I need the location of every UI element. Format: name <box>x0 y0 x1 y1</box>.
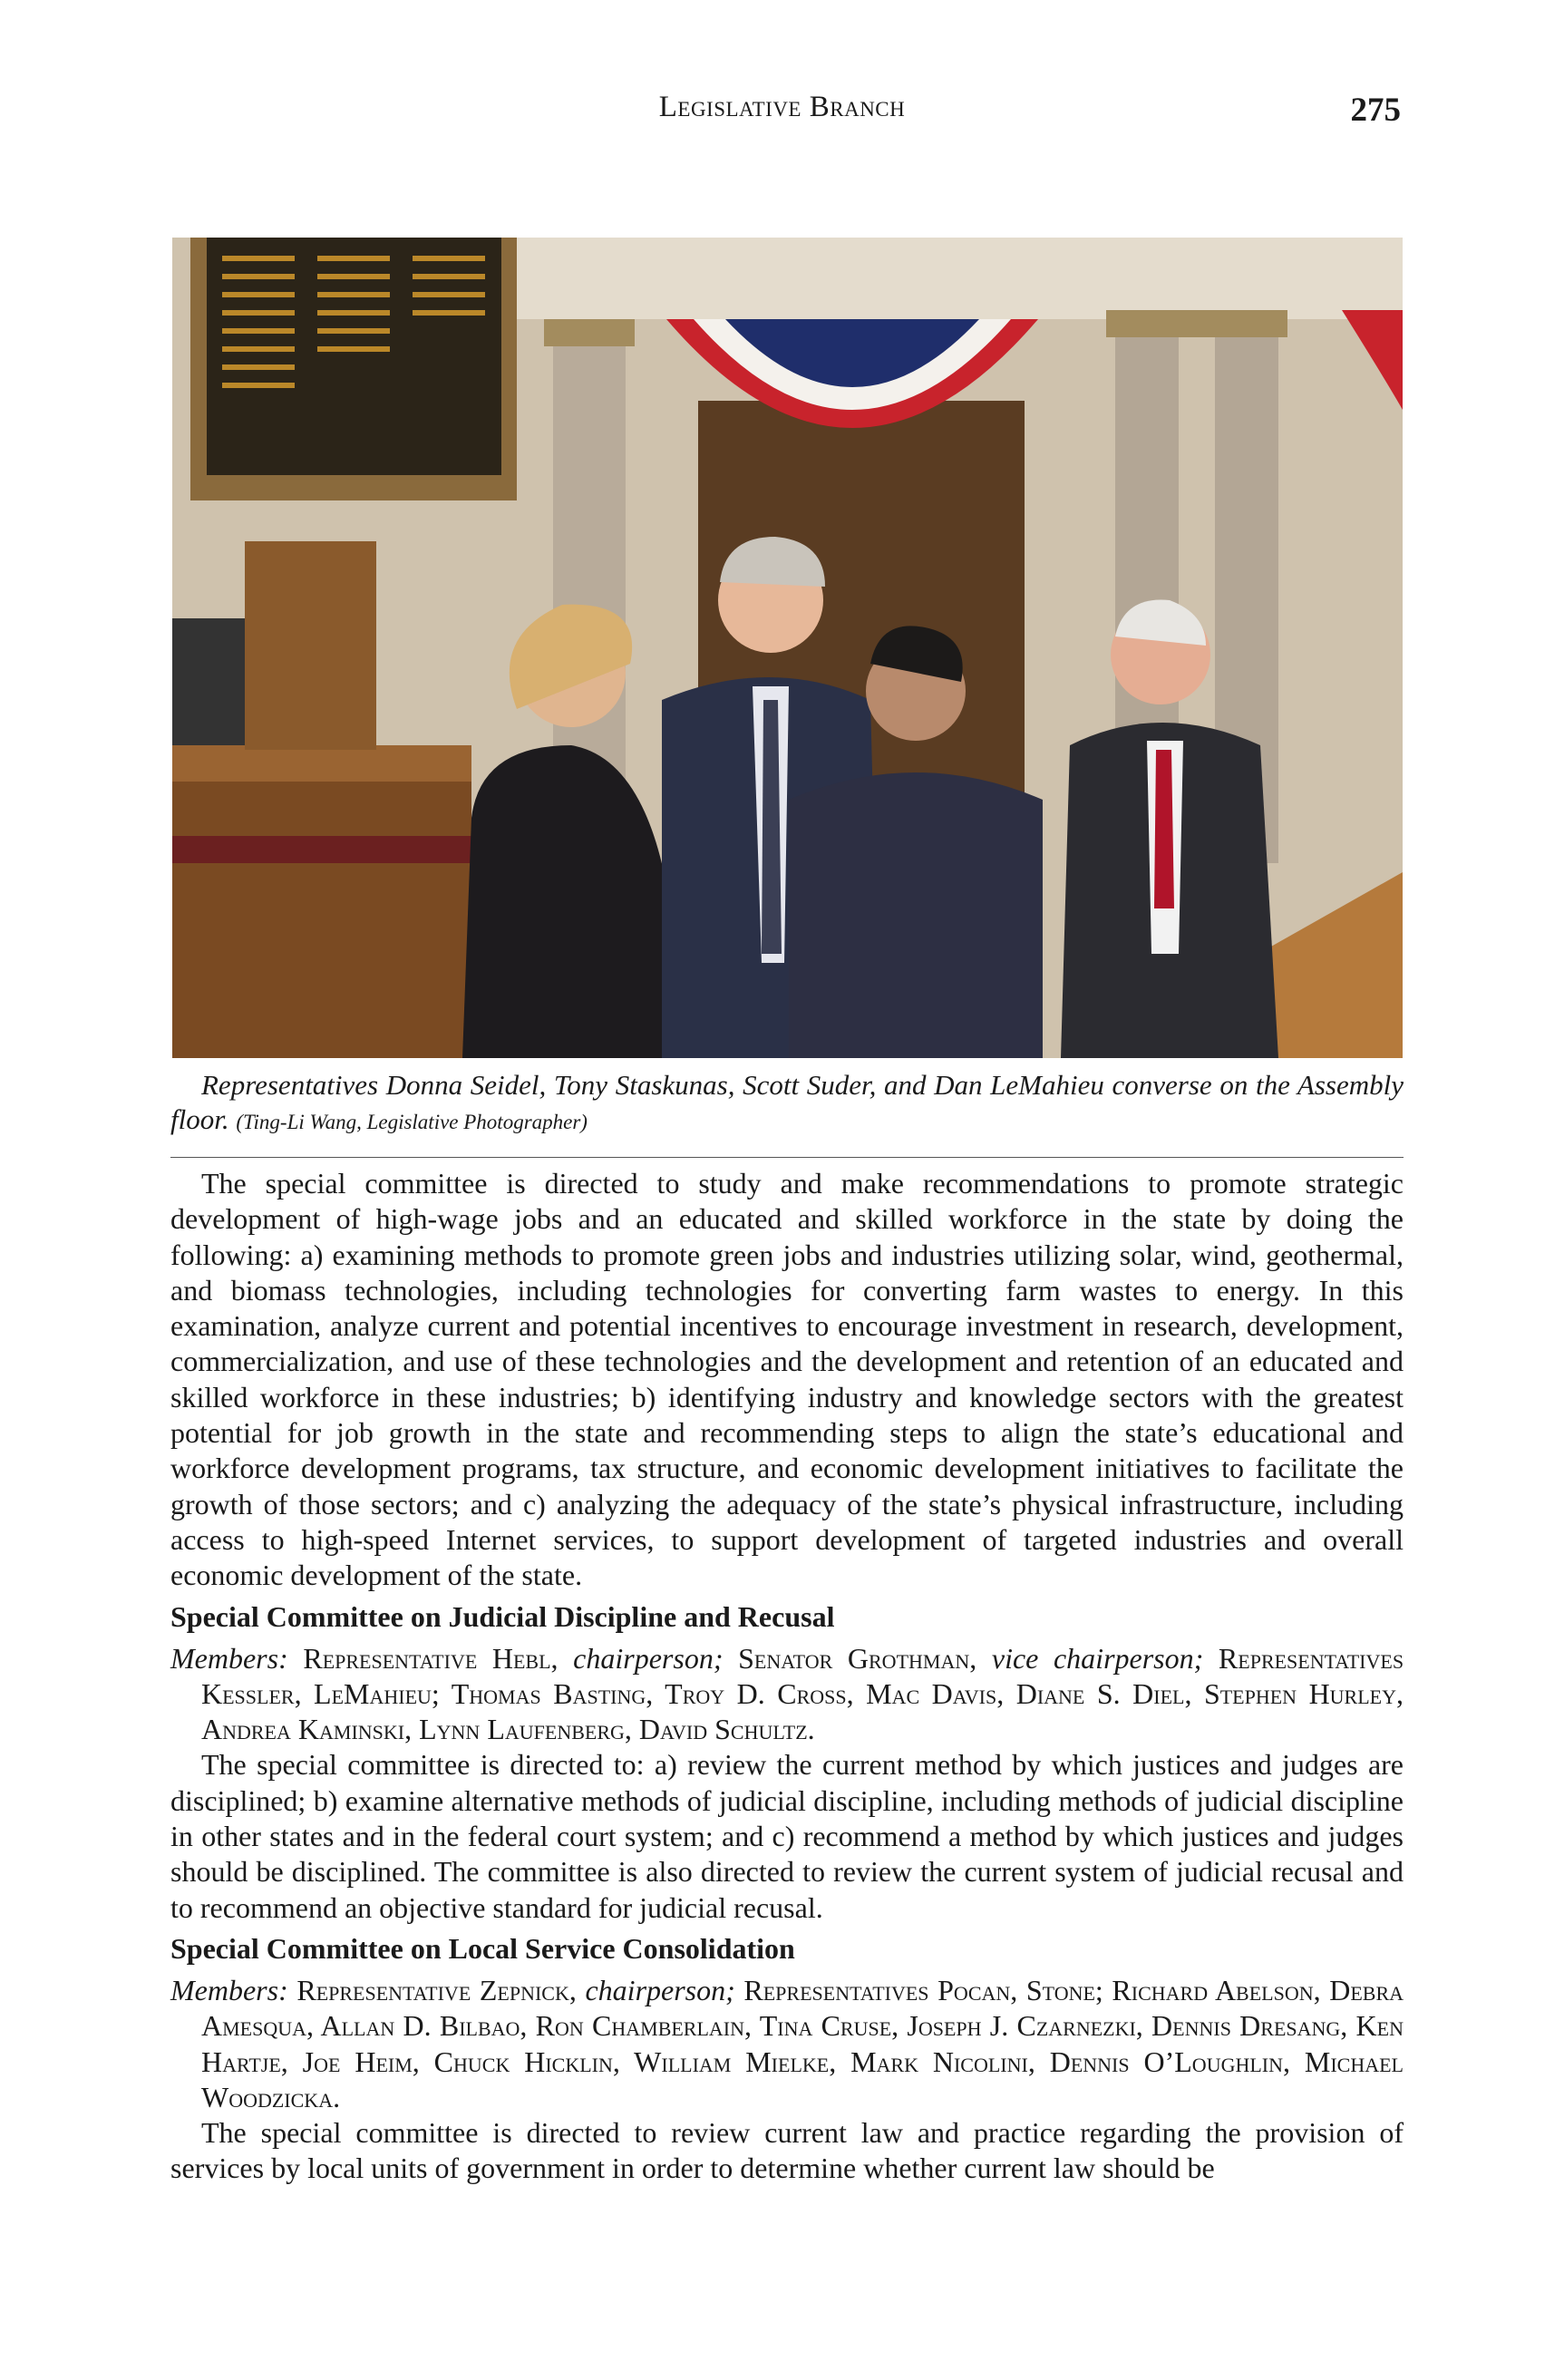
photo-credit: (Ting-Li Wang, Legislative Photographer) <box>236 1111 588 1133</box>
photo-caption <box>170 1068 1404 1140</box>
caption-divider <box>170 1157 1404 1158</box>
judicial-description: The special committee is directed to: a) review the current method by which justices and judges are disciplined; b) examine alternative methods of judicial discipline, including methods of judicial discipline in other states and in the federal court system; and c) recommend a method by which justices and judges should be disciplined. The committee is also directed to review the current system of judicial recusal and to recommend an objective standard for judicial recusal. <box>170 1748 1404 1924</box>
judicial-members <box>170 1641 1404 1748</box>
photo-illustration <box>172 238 1403 1058</box>
caption-text: Representatives Donna Seidel, Tony Staskunas, Scott Suder, and Dan LeMahieu converse on the Assembly floor. <box>170 1069 1404 1135</box>
local-service-member-list: Representatives Pocan, Stone; Richard Abelson, Debra Amesqua, Allan D. Bilbao, Ron Chamberlain, Tina Cruse, Joseph J. Czarnezki, Dennis Dresang, Ken Hartje, Joe Heim, Chuck Hicklin, William Mielke, Mark Nicolini, Dennis O’Loughlin, Michael Woodzicka. <box>201 1973 1404 2113</box>
judicial-vice-chair: Senator Grothman, <box>738 1641 977 1675</box>
judicial-member-list: Representatives Kessler, LeMahieu; Thomas Basting, Troy D. Cross, Mac Davis, Diane S. Diel, Stephen Hurley, Andrea Kaminski, Lynn Laufenberg, David Schultz. <box>201 1641 1404 1746</box>
assembly-floor-photo <box>172 238 1403 1058</box>
judicial-chair-role: chairperson; <box>573 1641 724 1675</box>
running-head: Legislative Branch <box>658 91 906 123</box>
local-service-committee-heading: Special Committee on Local Service Consolidation <box>170 1931 795 1965</box>
local-service-description: The special committee is directed to review current law and practice regarding the provision of services by local units of government in order to determine whether current law should be <box>170 2116 1404 2185</box>
judicial-vice-chair-role: vice chairperson; <box>991 1641 1204 1675</box>
judicial-members-label: Members: <box>170 1641 288 1675</box>
local-service-members-label: Members: <box>170 1973 288 2006</box>
judicial-committee-heading: Special Committee on Judicial Discipline and Recusal <box>170 1599 835 1633</box>
page-number: 275 <box>1350 92 1401 129</box>
local-service-members <box>170 1973 1404 2115</box>
judicial-chair: Representative Hebl, <box>303 1641 559 1675</box>
intro-paragraph: The special committee is directed to study and make recommendations to promote strategic development of high-wage jobs and an educated and skilled workforce in the state by doing the following: a) examining methods to promote green jobs and industries utilizing solar, wind, geothermal, and biomass technologies, including technologies for converting farm wastes to energy. In this examination, analyze current and potential incentives to encourage investment in research, development, commercialization, and use of these technologies and the development and retention of an educated and skilled workforce in these industries; b) identifying industry and knowledge sectors with the greatest potential for job growth in the state and recommending steps to align the state’s educational and workforce development programs, tax structure, and economic development initiatives to facilitate the growth of those sectors; and c) analyzing the adequacy of the state’s physical infrastructure, including access to high-speed Internet services, to support development of targeted industries and overall economic development of the state. <box>170 1167 1404 1592</box>
local-service-chair: Representative Zepnick, <box>296 1973 577 2006</box>
document-body <box>170 1166 1404 2187</box>
local-service-chair-role: chairperson; <box>585 1973 735 2006</box>
